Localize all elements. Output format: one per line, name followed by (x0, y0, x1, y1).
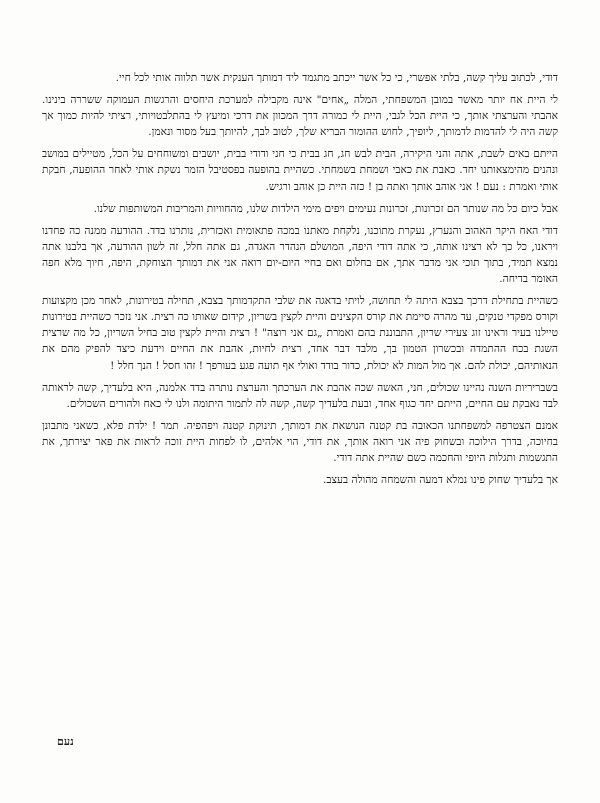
paragraph: הייתם באים לשבת, אתה והני היקירה, הבית לבש חג, חג בבית כי חני ודודי בבית, יושבים ומשוחחים על הכל, מטיילים במושב ונהנים מהימצאותנו יחד. כאבת את כאבי ושמחת בשמחתי. כשהיית בהופעה בפסטיבל הזמר נשקת אותי לאחר ההופעה, חבקת אותי ואמרת : נעם ! אני אוהב אותך ואתה בן ! כזה היית כן אוהב ורגיש. (42, 148, 558, 193)
paragraph: דודי, לכתוב עליך קשה, בלתי אפשרי, כי כל אשר ייכתב מתגמד ליד דמותך הענקית אשר תלווה אותי לכל חיי. (115, 72, 558, 84)
paragraph: אבל כיום כל מה שנותר הם זכרונות, זכרונות נעימים ויפים מימי הילדות שלנו, מהחוויות והמריבות המשותפות שלנו. (93, 202, 558, 215)
paragraph: אך בלעדיך שחוק פינו נמלא דמעה והשמחה מהולה בעצב. (323, 474, 558, 487)
paragraph: דודי האח היקר האהוב והנערץ, נעקרת מתוכנו, נלקחת מאתנו במכה פתאומית ואכזרית, נותרנו בדד. ההודעה ממנה כה פחדנו ויראנו, כל כך לא רצינו אותה, כי אתה דודי היפה, המושלם הנהדר האגדה, גם אתה חלל, זה לשון ההודעה, אך בלבנו אתה נמצא תמיד, בתוך תוכי אני מדבר אתך, אם בחלום ואם בחיי היום-יום רואה אני את דמותך הצוחקת, היפה, חיוך מלא חפה האומר בדיחה. (42, 224, 558, 286)
paragraph: אמנם הצטרפה למשפחתנו הכאובה בת קטנה הנושאת את דמותך, תינוקת קטנה ויפהפיה. תמר ! ילדת פלא, כשאני מתבונן בחיוכה, בדרך הילוכה ובשחוק פיה אני רואה אותך, את דודי, הוי אלהים, לו לפחות היית זוכה לראות את פאר יצירתך, את התגשמות ותגלות היופי והחכמה כשם שהיית אתה דודי. (42, 419, 558, 464)
paragraph: כשהיית בתחילת דרכך בצבא היתה לי תחושה, לויתי בדאגה את שלבי התקדמותך בצבא, תחילה בטירונות, לאחר מכן מקצועות וקורס מפקדי טנקים, עד מהרה סיימת את קורס הקצינים והיית לקצין בשריון, קידום שאותו כה רצית. אני נזכר כשהיית בטירונות טיילנו בעיר וראינו זוג צעירי שריון, התבוננת בהם ואמרת „גם אני רוצה" ! רצית והיית לקצין טוב בחיל השריון, כל מה שרצית השגת בכח ההתמדה ובכשרון הטמון בך, מלבד דבר אחד, רצית לחיות, אהבת את החיים וידעת כיצד להפיק מהם את הנאותיהם, יכולת להם. אך מול המות לא יכולת, כדור בודד ואולי אף תועה פגע בעורפך ! זהו חסל ! הנך חלל ! (42, 295, 558, 372)
letter-body (42, 70, 558, 494)
paragraph: לי היית אח יותר מאשר במובן המשפחתי, המלה „אחים" אינה מקבילה למערכת היחסים והרגשות העמוקה ששררה בינינו. אהבתי והערצתי אותך, כי היית הכל לגבי, היית לי כמורה דרך המכוון את דרכי ומיעץ לי בהתלבטויותי, רציתי להיות כמוך אך קשה היה לי להדמות לדמותך, ליופיך, לחוש ההומור הבריא שלך, לטוב לבך, להיותך בעל מסור ונאמן. (42, 94, 558, 139)
paragraph: בשבריריות השנה נהיינו שכולים, חני, האשה שכה אהבת את הערכתך והערצת נותרה בדד אלמנה, היא בלעדיך, קשה לראותה לבד נאבקת עם החיים, הייתם יחד כגוף אחד, ובעת בלעדיך קשה, קשה לה לתמור היתומה ולנו לי כאח ולהורים השכולים. (42, 381, 558, 410)
signature: נעם (57, 735, 74, 748)
